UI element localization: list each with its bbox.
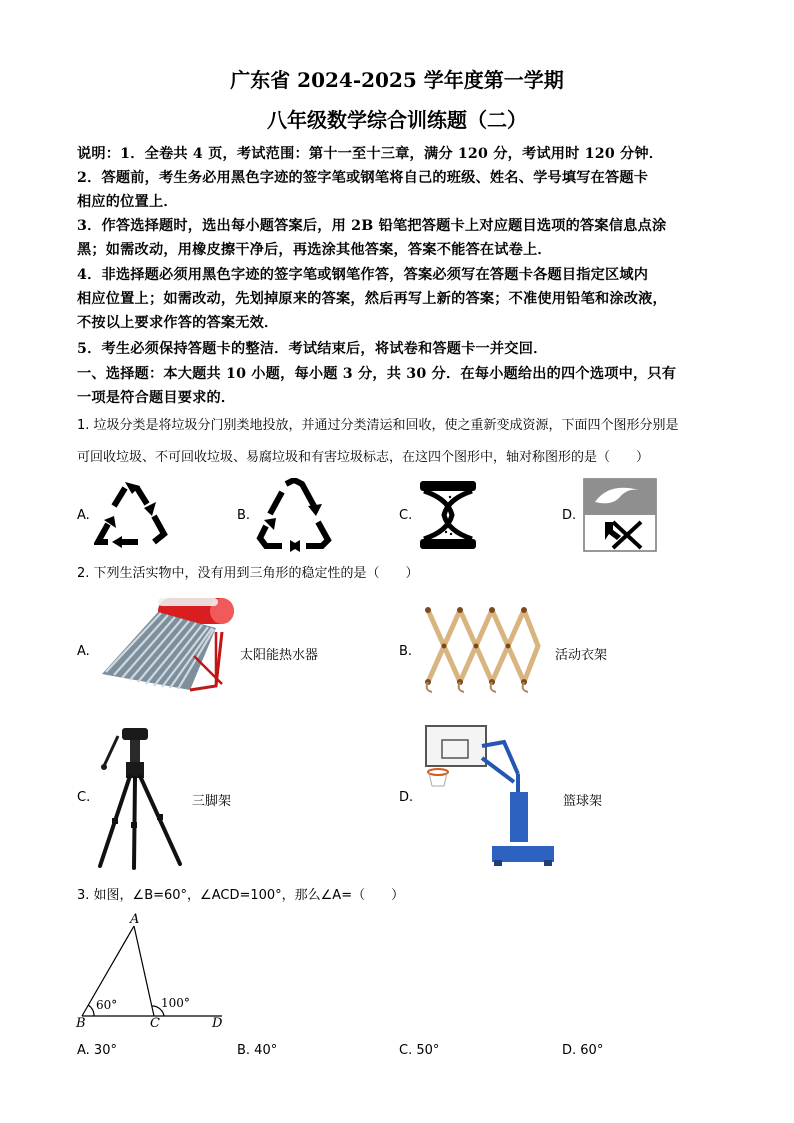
hazardous-waste-icon [583, 478, 657, 552]
question-2-stem: 2. 下列生活实物中，没有用到三角形的稳定性的是（ ） [77, 566, 419, 581]
q1-option-a-label: A. [77, 508, 90, 523]
q2-caption-tripod: 三脚架 [192, 794, 232, 809]
section-heading: 一、选择题：本大题共 10 小题，每小题 3 分，共 30 分．在每小题给出的四个选项中，只有 [77, 366, 677, 382]
non-recyclable-waste-icon [256, 478, 332, 554]
instruction-line: 相应的位置上． [77, 194, 178, 210]
q3-option-a: A. 30° [77, 1043, 117, 1058]
exam-title-line1: 广东省 2024-2025 学年度第一学期 [230, 68, 564, 92]
vertex-label-a: A [130, 912, 140, 927]
q2-caption-basketball-stand: 篮球架 [563, 794, 603, 809]
q2-option-a-label: A. [77, 644, 90, 659]
q2-option-d-label: D. [399, 790, 414, 805]
instruction-line: 说明：1．全卷共 4 页，考试范围：第十一至十三章，满分 120 分，考试用时 120 分钟． [77, 146, 664, 162]
q3-option-d: D. 60° [562, 1043, 604, 1058]
q2-caption-solar-heater: 太阳能热水器 [240, 648, 319, 663]
question-1-stem: 可回收垃圾、不可回收垃圾、易腐垃圾和有害垃圾标志，在这四个图形中，轴对称图形的是（ ） [77, 450, 650, 465]
instruction-line: 5．考生必须保持答题卡的整洁．考试结束后，将试卷和答题卡一并交回． [77, 341, 548, 357]
expandable-hanger-image [420, 602, 544, 694]
angle-acd-label: 100° [161, 996, 190, 1010]
q2-caption-hanger: 活动衣架 [555, 648, 608, 663]
angle-b-label: 60° [96, 998, 118, 1012]
instruction-line: 2．答题前，考生务必用黑色字迹的签字笔或钢笔将自己的班级、姓名、学号填写在答题卡 [77, 170, 649, 186]
tripod-image [94, 722, 186, 872]
instruction-line: 相应位置上；如需改动，先划掉原来的答案，然后再写上新的答案；不准使用铅笔和涂改液， [77, 291, 667, 307]
vertex-label-d: D [212, 1016, 223, 1031]
q1-option-c-label: C. [399, 508, 413, 523]
perishable-waste-icon [418, 479, 478, 551]
exam-title-line2: 八年级数学综合训练题（二） [267, 108, 527, 132]
section-heading: 一项是符合题目要求的． [77, 390, 236, 406]
instruction-line: 黑；如需改动，用橡皮擦干净后，再选涂其他答案，答案不能答在试卷上． [77, 242, 552, 258]
instruction-line: 不按以上要求作答的答案无效． [77, 315, 279, 331]
vertex-label-b: B [76, 1016, 86, 1031]
instruction-line: 4．非选择题必须用黑色字迹的签字笔或钢笔作答，答案必须写在答题卡各题目指定区域内 [77, 267, 649, 283]
q2-option-b-label: B. [399, 644, 413, 659]
question-3-stem: 3. 如图，∠B=60°，∠ACD=100°，那么∠A=（ ） [77, 888, 405, 903]
question-1-stem: 1. 垃圾分类是将垃圾分门别类地投放，并通过分类清运和回收，使之重新变成资源，下面四个图形分别是 [77, 418, 679, 433]
recyclable-waste-icon [94, 480, 168, 548]
q3-option-c: C. 50° [399, 1043, 440, 1058]
q1-option-b-label: B. [237, 508, 251, 523]
q2-option-c-label: C. [77, 790, 91, 805]
vertex-label-c: C [150, 1016, 160, 1031]
q3-option-b: B. 40° [237, 1043, 278, 1058]
q1-option-d-label: D. [562, 508, 577, 523]
basketball-stand-image [422, 722, 558, 868]
solar-water-heater-image [98, 592, 236, 696]
instruction-line: 3．作答选择题时，选出每小题答案后，用 2B 铅笔把答题卡上对应题目选项的答案信息点涂 [77, 218, 667, 234]
triangle-figure [72, 912, 232, 1032]
